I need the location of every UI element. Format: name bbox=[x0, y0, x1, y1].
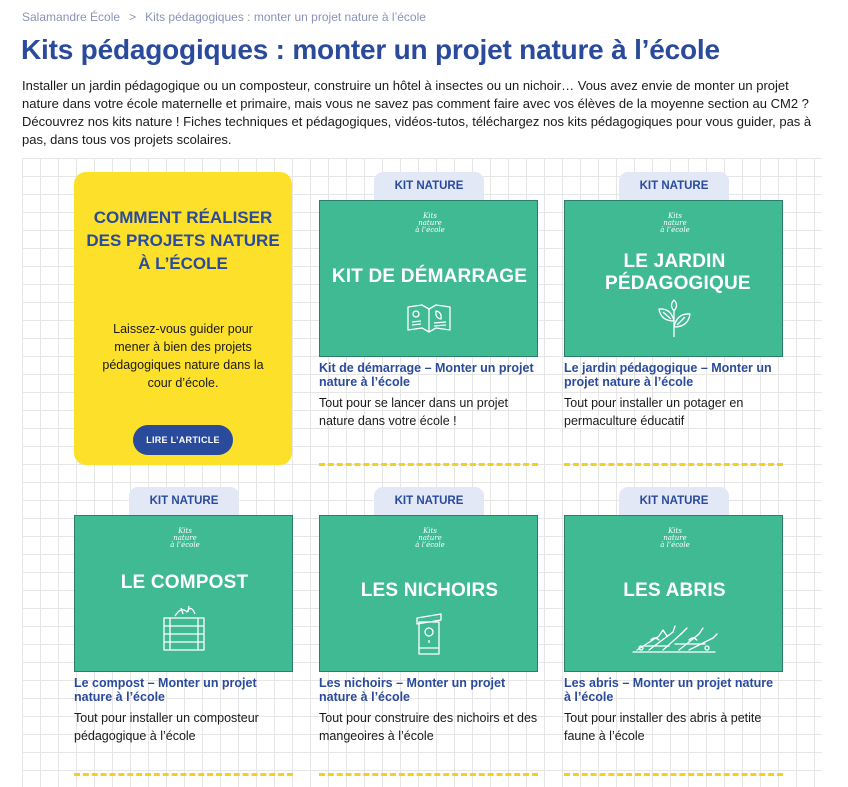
kit-card-jardin[interactable] bbox=[564, 172, 783, 428]
kit-card-title-link[interactable]: Les abris – Monter un projet nature à l’école bbox=[564, 676, 774, 704]
kit-card-title-link[interactable]: Le compost – Monter un projet nature à l’école bbox=[74, 676, 257, 704]
kit-card-demarrage[interactable] bbox=[319, 172, 538, 428]
kit-thumbnail-title: LE COMPOST bbox=[120, 572, 249, 593]
birdhouse-icon bbox=[415, 612, 443, 656]
kits-nature-logo: Kits nature à l’école bbox=[660, 527, 690, 549]
card-separator bbox=[319, 773, 538, 776]
kit-card-description: Tout pour installer un potager en permaculture éducatif bbox=[564, 396, 744, 428]
breadcrumb-home-link[interactable]: Salamandre École bbox=[22, 10, 121, 24]
leaves-icon bbox=[655, 299, 693, 339]
kit-card-compost[interactable] bbox=[74, 487, 293, 743]
card-separator bbox=[564, 773, 783, 776]
card-separator bbox=[74, 773, 293, 776]
wood-pile-icon bbox=[629, 622, 719, 656]
card-separator bbox=[319, 463, 538, 466]
breadcrumb bbox=[22, 10, 426, 24]
compost-bin-icon bbox=[161, 602, 207, 652]
breadcrumb-current: Kits pédagogiques : monter un projet nature à l’école bbox=[145, 10, 426, 24]
kits-nature-logo: Kits nature à l’école bbox=[660, 212, 690, 234]
kit-tag: KIT NATURE bbox=[129, 487, 239, 515]
page-intro: Installer un jardin pédagogique ou un composteur, construire un hôtel à insectes ou un nichoir… Vous avez envie de monter un projet nature dans votre école maternelle et primaire, mais vous ne savez pas comment faire avec vos élèves de la moyenne section au CM2 ? Découvrez nos kits nature ! Fiches techniques et pédagogiques, vidéos-tutos, téléchargez nos kits pédagogiques pour vous guider, pas à pas, dans tous vos projets scolaires. bbox=[22, 78, 812, 147]
kit-thumbnail[interactable] bbox=[564, 200, 783, 357]
kits-nature-logo: Kits nature à l’école bbox=[415, 212, 445, 234]
promo-text: Laissez-vous guider pour mener à bien des projets pédagogiques nature dans la cour d’école. bbox=[102, 322, 264, 390]
kit-thumbnail[interactable] bbox=[319, 515, 538, 672]
kit-thumbnail-title: KIT DE DÉMARRAGE bbox=[331, 266, 528, 287]
kit-card-abris[interactable] bbox=[564, 487, 783, 743]
kit-thumbnail-title: LES ABRIS bbox=[623, 580, 726, 601]
kit-card-nichoirs[interactable] bbox=[319, 487, 538, 743]
kit-card-description: Tout pour installer des abris à petite faune à l’école bbox=[564, 711, 762, 743]
kit-tag: KIT NATURE bbox=[619, 487, 729, 515]
kit-card-description: Tout pour construire des nichoirs et des mangeoires à l’école bbox=[319, 711, 538, 743]
kits-nature-logo: Kits nature à l’école bbox=[170, 527, 200, 549]
kit-thumbnail-title: LE JARDIN PÉDAGOGIQUE bbox=[605, 251, 751, 294]
kit-card-description: Tout pour installer un composteur pédagogique à l’école bbox=[74, 711, 259, 743]
kit-card-title-link[interactable]: Kit de démarrage – Monter un projet nature à l’école bbox=[319, 361, 534, 389]
kit-tag: KIT NATURE bbox=[374, 172, 484, 200]
kit-tag: KIT NATURE bbox=[619, 172, 729, 200]
kit-thumbnail[interactable] bbox=[319, 200, 538, 357]
kit-thumbnail-title: LES NICHOIRS bbox=[360, 580, 499, 601]
breadcrumb-separator: > bbox=[129, 10, 137, 24]
page-title: Kits pédagogiques : monter un projet nature à l’école bbox=[21, 34, 720, 65]
kit-card-description: Tout pour se lancer dans un projet nature dans votre école ! bbox=[319, 396, 509, 428]
kit-card-title-link[interactable]: Les nichoirs – Monter un projet nature à l’école bbox=[319, 676, 506, 704]
kit-thumbnail[interactable] bbox=[564, 515, 783, 672]
kit-card-title-link[interactable]: Le jardin pédagogique – Monter un projet nature à l’école bbox=[564, 361, 772, 389]
read-article-button[interactable]: LIRE L’ARTICLE bbox=[133, 425, 233, 455]
kits-nature-logo: Kits nature à l’école bbox=[415, 527, 445, 549]
kit-thumbnail[interactable] bbox=[74, 515, 293, 672]
promo-title: COMMENT RÉALISER DES PROJETS NATURE À L’ÉCOLE bbox=[86, 208, 280, 273]
open-book-icon bbox=[406, 303, 452, 333]
promo-card bbox=[74, 172, 292, 465]
kit-tag: KIT NATURE bbox=[374, 487, 484, 515]
card-separator bbox=[564, 463, 783, 466]
